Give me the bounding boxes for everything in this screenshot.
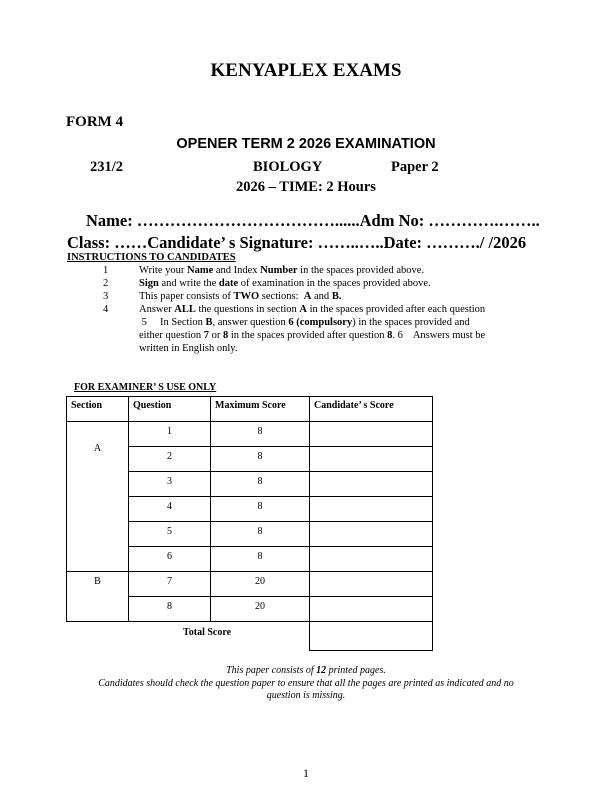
max-score-cell: 8 [211,422,310,447]
score-table [66,396,433,622]
instruction-text: This paper consists of TWO sections: A and B. [139,291,342,302]
paper-code: 231/2 [90,159,124,175]
examiner-heading: FOR EXAMINER’ S USE ONLY [74,382,217,393]
subject: BIOLOGY [253,159,323,175]
table-row [67,572,433,597]
footer-pages: This paper consists of 12 printed pages. [226,665,386,676]
footer-missing: question is missing. [266,690,346,701]
form-label: FORM 4 [66,114,124,130]
instruction-number: 2 [103,278,109,289]
question-cell: 3 [129,472,211,497]
question-cell: 2 [129,447,211,472]
candidate-score-cell[interactable] [310,422,433,447]
column-header: Section [67,397,129,422]
table-row [67,422,433,447]
max-score-cell: 8 [211,547,310,572]
instructions-heading: INSTRUCTIONS TO CANDIDATES [67,252,236,263]
candidate-score-cell[interactable] [310,547,433,572]
max-score-cell: 20 [211,597,310,622]
candidate-score-cell[interactable] [310,447,433,472]
candidate-score-cell[interactable] [310,497,433,522]
column-header: Candidate’ s Score [310,397,433,422]
question-cell: 1 [129,422,211,447]
instruction-text: Answer ALL the questions in section A in the spaces provided after each question [139,304,486,315]
instruction-number: 1 [103,265,109,276]
instruction-text: 5 In Section B, answer question 6 (compulsory) in the spaces provided and [139,317,470,328]
max-score-cell: 8 [211,522,310,547]
school-title: KENYAPLEX EXAMS [210,60,402,81]
candidate-score-cell[interactable] [310,597,433,622]
candidate-score-cell[interactable] [310,572,433,597]
question-cell: 4 [129,497,211,522]
instruction-number: 3 [103,291,109,302]
max-score-cell: 8 [211,472,310,497]
instruction-number: 4 [103,304,109,315]
max-score-cell: 8 [211,497,310,522]
column-header: Maximum Score [211,397,310,422]
question-cell: 7 [129,572,211,597]
exam-title: OPENER TERM 2 2026 EXAMINATION [176,136,436,152]
max-score-cell: 8 [211,447,310,472]
question-cell: 8 [129,597,211,622]
instruction-text: Sign and write the date of examination in the spaces provided above. [139,278,431,289]
candidate-score-cell[interactable] [310,472,433,497]
time-line: 2026 – TIME: 2 Hours [236,179,376,195]
question-cell: 5 [129,522,211,547]
page-number: 1 [303,766,309,780]
class-signature-date-line[interactable]: Class: ……Candidate’ s Signature: ……..…..Date: ………./ /2026 [67,233,527,252]
max-score-cell: 20 [211,572,310,597]
section-cell: B [67,572,129,622]
paper-number: Paper 2 [391,159,439,175]
total-score-cell[interactable] [309,622,433,651]
question-cell: 6 [129,547,211,572]
section-cell: A [67,422,129,572]
instruction-text: written in English only. [139,343,238,354]
total-score-label: Total Score [183,627,232,638]
candidate-score-cell[interactable] [310,522,433,547]
column-header: Question [129,397,211,422]
instruction-text: Write your Name and Index Number in the spaces provided above. [139,265,425,276]
footer-check: Candidates should check the question paper to ensure that all the pages are printed as indicated and no [98,678,514,689]
instruction-text: either question 7 or 8 in the spaces provided after question 8. 6 Answers must be [139,330,486,341]
name-adm-line[interactable]: Name: ………………………………......Adm No: ………….…….. [86,211,540,230]
